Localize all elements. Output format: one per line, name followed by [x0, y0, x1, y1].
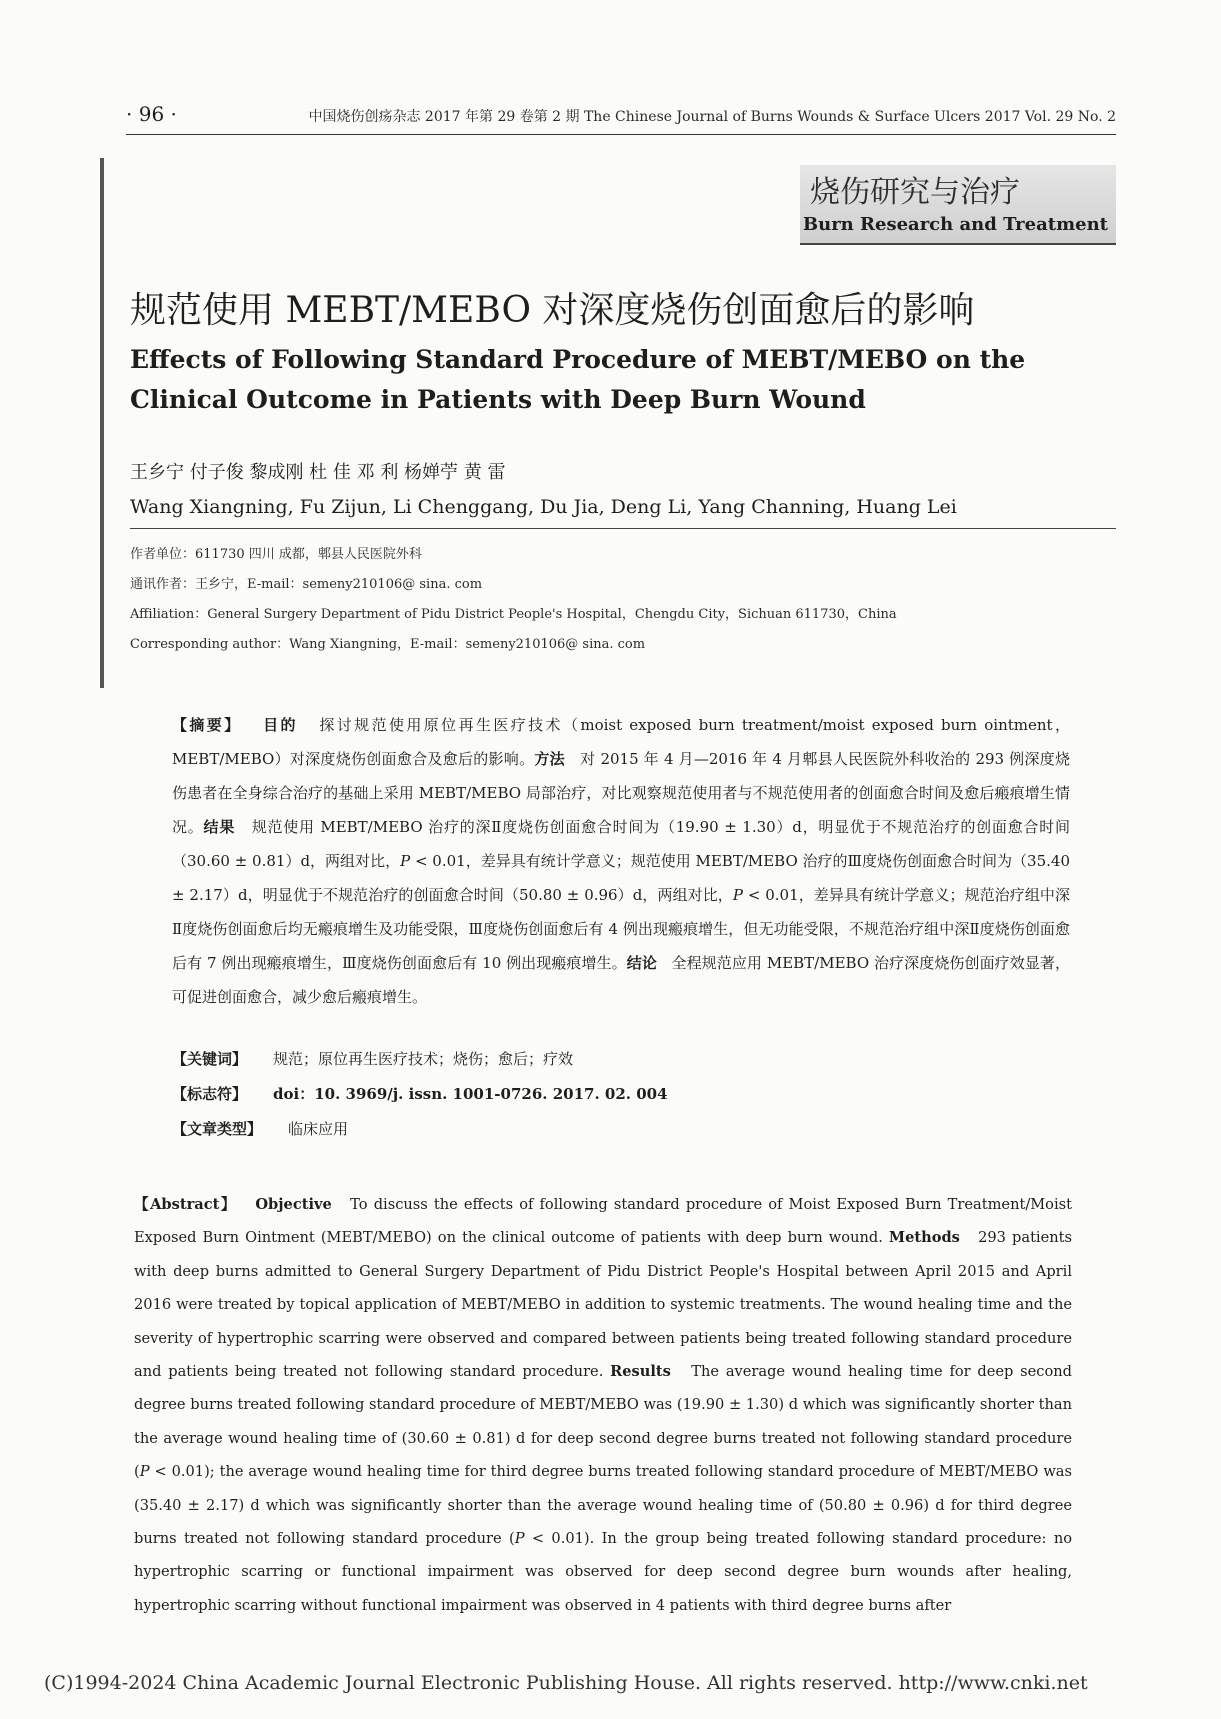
corresponding-cn: 通讯作者：王乡宁，E-mail：semeny210106@ sina. com	[130, 577, 483, 592]
abstract-en-label: 【Abstract】	[134, 1196, 237, 1213]
methods-label-cn: 方法	[534, 750, 565, 768]
methods-label-en: Methods	[888, 1229, 960, 1247]
running-header	[126, 102, 1116, 132]
results-cn-2: < 0.01，差异具有统计学意义；规范使用 MEBT/MEBO 治疗的Ⅲ度烧伤创面愈合时间为（35.40 ± 2.17）d，明显优于不规范治疗的创面愈合时间（50.80 ± 0.96）d，两组对比，	[172, 852, 1070, 904]
results-en-1: The average wound healing time for deep second degree burns treated following standard procedure of MEBT/MEBO was (19.90 ± 1.30) d which was significantly shorter than the average wound healing time of (30.60 ± 0.81) d for deep second degree burns treated not following standard procedure (	[134, 1363, 1072, 1481]
keywords-line	[172, 1048, 573, 1069]
p-symbol: P	[732, 886, 743, 904]
affiliation-en: Affiliation：General Surgery Department of Pidu District People's Hospital，Chengdu City，Sichuan 611730，China	[130, 607, 897, 622]
section-banner	[800, 165, 1116, 245]
objective-label-en: Objective	[255, 1196, 332, 1213]
abstract-cn	[172, 708, 1070, 1014]
article-type-line	[172, 1118, 348, 1139]
objective-en: To discuss the effects of following standard procedure of Moist Exposed Burn Treatment/Moist Exposed Burn Ointment (MEBT/MEBO) on the clinical outcome of patients with deep burn wound.	[134, 1196, 1072, 1247]
doi-label: 【标志符】	[172, 1085, 248, 1103]
p-symbol: P	[400, 852, 411, 870]
conclusion-label-cn: 结论	[626, 954, 657, 972]
methods-cn: 对 2015 年 4 月—2016 年 4 月郫县人民医院外科收治的 293 例深度烧伤患者在全身综合治疗的基础上采用 MEBT/MEBO 局部治疗，对比观察规范使用者与不规范使用者的创面愈合时间及愈后瘢痕增生情况。	[172, 750, 1070, 836]
objective-label-cn: 目的	[263, 716, 298, 734]
abstract-en	[134, 1188, 1072, 1622]
results-en-3: < 0.01). In the group being treated following standard procedure: no hypertrophic scarring or functional impairment was observed for deep second degree burn wounds after healing, hypertrophic scarring without functional impairment was observed in 4 patients with third degree burns after	[134, 1530, 1072, 1614]
author-rule	[130, 528, 1116, 529]
methods-en: 293 patients with deep burns admitted to General Surgery Department of Pidu District People's Hospital between April 2015 and April 2016 were treated by topical application of MEBT/MEBO in addition to systemic treatments. The wound healing time and the severity of hypertrophic scarring were observed and compared between patients being treated following standard procedure and patients being treated not following standard procedure.	[134, 1229, 1072, 1381]
objective-cn: 探讨规范使用原位再生医疗技术（moist exposed burn treatment/moist exposed burn ointment，MEBT/MEBO）对深度烧伤创面愈合及愈后的影响。	[172, 716, 1070, 768]
header-rule	[126, 134, 1116, 135]
authors-cn: 王乡宁 付子俊 黎成刚 杜 佳 邓 利 杨婵苧 黄 雷	[130, 462, 506, 483]
article-type-value: 临床应用	[288, 1120, 349, 1138]
results-en-2: < 0.01); the average wound healing time for third degree burns treated following standard procedure of MEBT/MEBO was (35.40 ± 2.17) d which was significantly shorter than the average wound healing time of (50.80 ± 0.96) d for third degree burns treated not following standard procedure (	[134, 1463, 1072, 1548]
margin-bar	[100, 158, 104, 688]
page-number: · 96 ·	[126, 102, 177, 126]
article-type-label: 【文章类型】	[172, 1120, 263, 1138]
results-label-en: Results	[610, 1363, 671, 1381]
keywords-label: 【关键词】	[172, 1050, 248, 1068]
conclusion-cn: 全程规范应用 MEBT/MEBO 治疗深度烧伤创面疗效显著，可促进创面愈合，减少愈后瘢痕增生。	[172, 954, 1070, 1006]
p-symbol: P	[139, 1463, 150, 1481]
results-cn-3: < 0.01，差异具有统计学意义；规范治疗组中深Ⅱ度烧伤创面愈后均无瘢痕增生及功能受限，Ⅲ度烧伤创面愈后有 4 例出现瘢痕增生，但无功能受限，不规范治疗组中深Ⅱ度烧伤创面愈后有 7 例出现瘢痕增生，Ⅲ度烧伤创面愈后有 10 例出现瘢痕增生。	[172, 886, 1070, 972]
corresponding-en: Corresponding author：Wang Xiangning，E-mail：semeny210106@ sina. com	[130, 637, 646, 652]
authors-en: Wang Xiangning, Fu Zijun, Li Chenggang, Du Jia, Deng Li, Yang Channing, Huang Lei	[130, 496, 957, 518]
article-title-en: Effects of Following Standard Procedure of MEBT/MEBO on the Clinical Outcome in Patients with Deep Burn Wound	[130, 345, 1026, 414]
keywords-value: 规范；原位再生医疗技术；烧伤；愈后；疗效	[273, 1050, 574, 1068]
section-title-cn: 烧伤研究与治疗	[810, 175, 1020, 210]
results-cn-1: 规范使用 MEBT/MEBO 治疗的深Ⅱ度烧伤创面愈合时间为（19.90 ± 1.30）d，明显优于不规范治疗的创面愈合时间（30.60 ± 0.81）d，两组对比，	[172, 818, 1070, 870]
journal-citation: 中国烧伤创疡杂志 2017 年第 29 卷第 2 期 The Chinese Journal of Burns Wounds & Surface Ulcers 2017 Vol. 29 No. 2	[308, 109, 1116, 125]
doi-value: doi：10. 3969/j. issn. 1001-0726. 2017. 02. 004	[273, 1085, 668, 1103]
results-label-cn: 结果	[203, 818, 236, 836]
doi-line	[172, 1083, 668, 1104]
article-title-cn: 规范使用 MEBT/MEBO 对深度烧伤创面愈后的影响	[130, 290, 975, 331]
abstract-cn-label: 【摘要】	[172, 716, 242, 734]
section-title-en: Burn Research and Treatment	[802, 214, 1108, 235]
p-symbol: P	[514, 1530, 525, 1548]
copyright-footer: (C)1994-2024 China Academic Journal Electronic Publishing House. All rights reserved. http://www.cnki.net	[44, 1672, 1088, 1694]
affiliation-cn: 作者单位：611730 四川 成都，郫县人民医院外科	[130, 547, 422, 562]
